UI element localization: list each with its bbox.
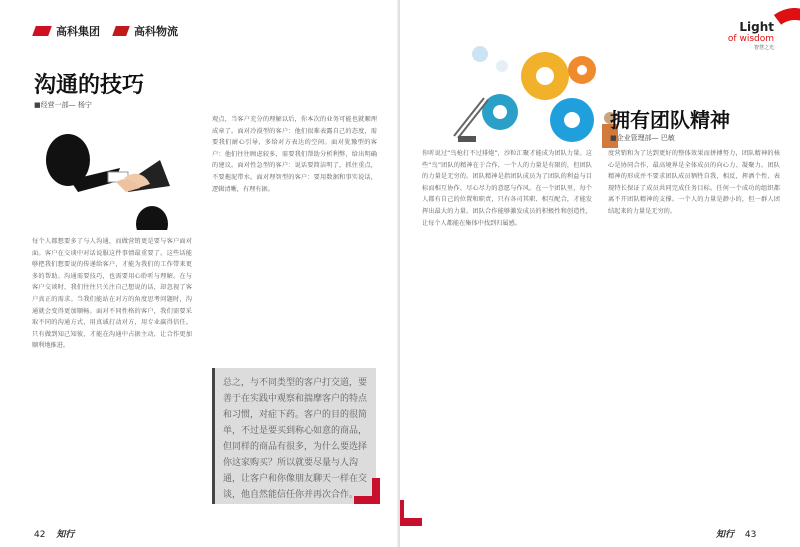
- group-logo-2: 高科物流: [134, 25, 178, 38]
- corner-mark-icon: [400, 500, 422, 526]
- logistics-logo-icon: [112, 26, 130, 36]
- corner-mark-icon: [354, 478, 380, 504]
- pull-quote: 总之，与不同类型的客户打交道，要善于在实践中观察和揣摩客户的特点和习惯，对症下药。客户的目的很简单，不过是要买到称心如意的商品，但同样的商品有很多，为什么要选择你这家购买？所以就要尽量与人沟通，让客户和你像朋友聊天一样在交谈，他自然能信任你并再次合作。: [212, 368, 376, 504]
- article-column-2: 观点，当客户充分的理解以后，你本次的业务可能也就顺理成章了。面对冷漠型的客户：他们很难表露自己的态度，需要我们耐心引导，多给对方表达的空间。面对犹豫型的客户：他们往往顾虑较多，需要我们帮助分析利弊，给出明确的建议。面对性急型的客户：说话要简洁明了，抓住重点，不要拖泥带水。面对理智型的客户：要用数据和事实说话，逻辑清晰，有理有据。: [212, 116, 377, 193]
- group-logo-icon: [32, 26, 52, 36]
- page-footer: [716, 527, 756, 540]
- gear-yellow-icon: [521, 52, 569, 100]
- magazine-name: 知行: [716, 530, 735, 540]
- page-title: 沟通的技巧: [34, 73, 145, 98]
- section-header-cn: 智慧之光: [753, 45, 774, 51]
- byline: ■企业管理部— 巴敏: [610, 134, 675, 142]
- gear-orange-icon: [568, 56, 596, 84]
- page-footer: [34, 527, 74, 540]
- gear-blue-icon: [550, 98, 594, 142]
- page-title: 拥有团队精神: [610, 108, 730, 132]
- handshake-illustration: [40, 120, 190, 230]
- teamwork-gears-illustration: [440, 28, 630, 168]
- page-number: 43: [744, 530, 757, 540]
- page-number: 42: [34, 530, 46, 540]
- article-column-1: 每个人都想要多了与人沟通，而做营销更是要与客户面对面。客户在交谈中对话说服这件事情最重要了。这些话能够把我们想要说的传递给客户，才能为我们的工作带来更多的帮助。沟通需要技巧，也需要用心聆听与理解。在与客户交谈时，我们往往只关注自己想说的话，却忽视了客户真正的需求。当我们能站在对方的角度思考问题时，沟通就会变得更加顺畅。面对不同性格的客户，我们需要采取不同的沟通方式，用真诚打动对方，用专业赢得信任。只有做到知己知彼，才能在沟通中占据主动，让合作更加顺利地推进。: [32, 238, 192, 350]
- article-column-1: 你听说过“鸟枪打不过排炮”，沙粒汇聚才能成为团队力量。这些“鸟”团队的精神在于合作，一个人的力量是有限的，但团队的力量是无穷的。团队精神是指团队成员为了团队的利益与目标而相互协作、尽心尽力的意愿与作风。在一个团队里，每个人都有自己的位置和职责，只有各司其职、相互配合，才能发挥出最大的力量。团队合作能够激发成员的积极性和创造性，让每个人都能在集体中找到归属感。: [422, 150, 592, 227]
- section-header-en: Light: [739, 20, 774, 34]
- section-header-en-2: of wisdom: [727, 34, 774, 44]
- gear-teal-icon: [482, 94, 518, 130]
- right-page: [400, 0, 800, 547]
- group-logos: [34, 23, 178, 39]
- article-column-2: 度营销和为了达到更好的整体效果而拼搏努力，团队精神的核心是协同合作，最高境界是全体成员的向心力、凝聚力。团队精神的形成并不要求团队成员牺牲自我，相反，挥洒个性、表现特长保证了成员共同完成任务目标。任何一个成功的组织都离不开团队精神的支撑。一个人的力量是渺小的，但一群人团结起来的力量是无穷的。: [608, 150, 780, 215]
- group-logo-1: 高科集团: [56, 25, 100, 38]
- byline: ■经营一部— 杨宁: [34, 101, 92, 109]
- magazine-name: 知行: [56, 530, 75, 540]
